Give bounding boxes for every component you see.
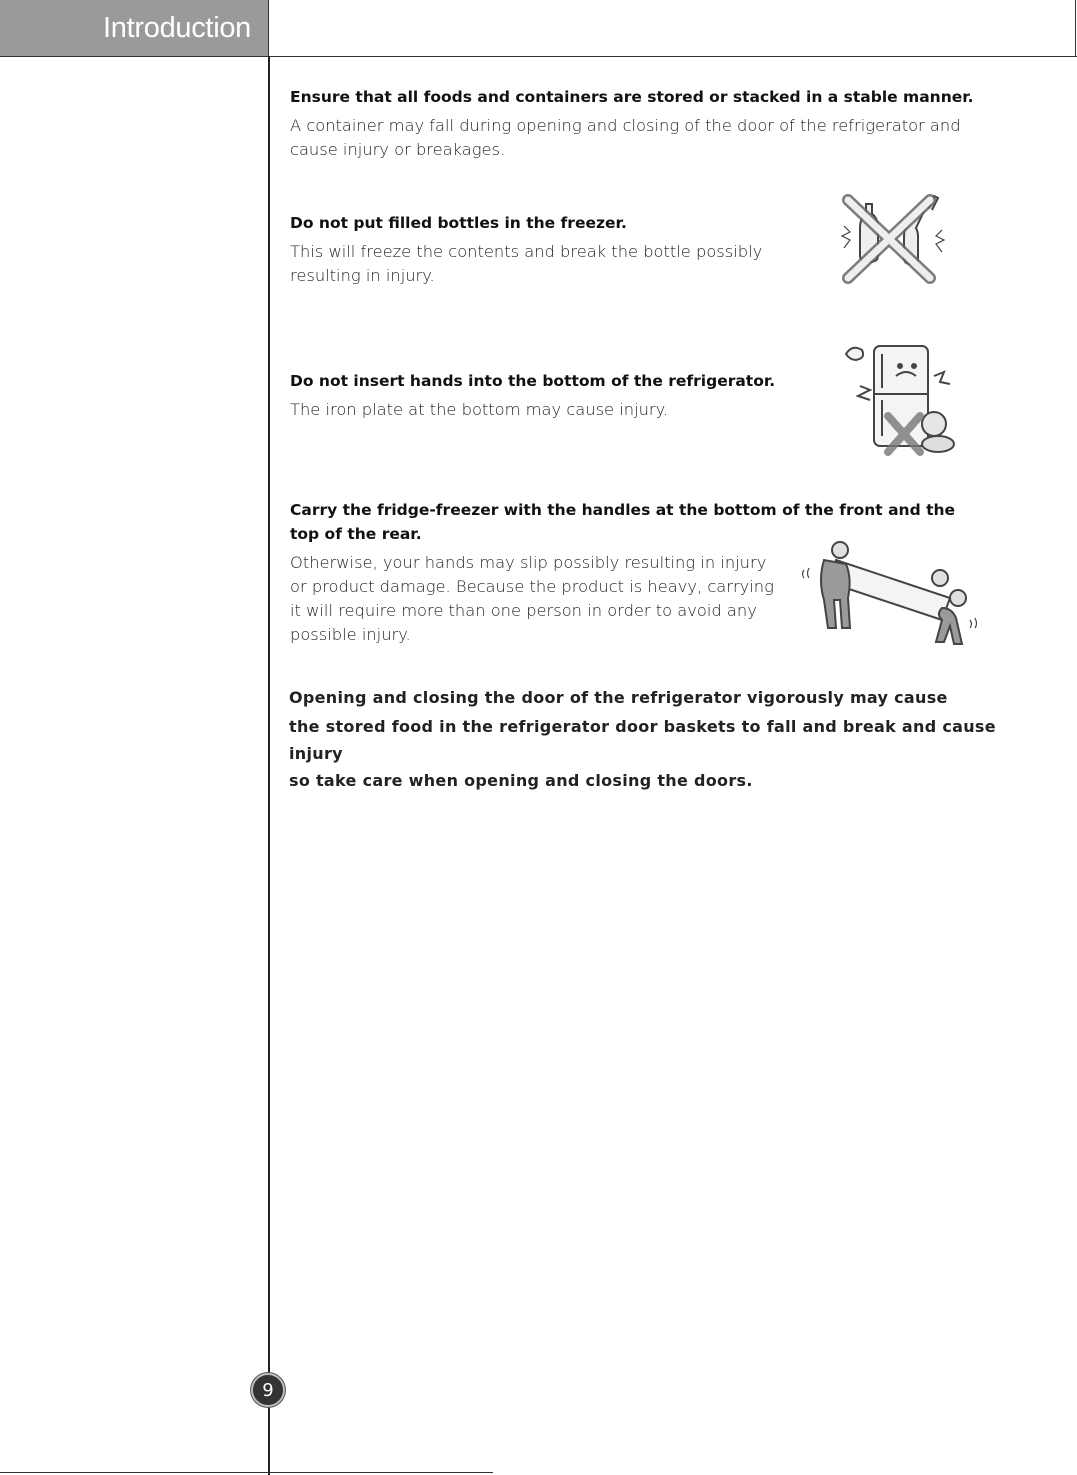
- warning-body: Otherwise, your hands may slip possibly resulting in injury or product damage. Because the product is heavy, carrying it will require more than one person in order to avoid any possible injury.: [290, 553, 774, 644]
- section-title: Introduction: [103, 12, 251, 44]
- door-warning-line: so take care when opening and closing the doors.: [289, 771, 753, 790]
- page-number: 9: [262, 1380, 274, 1401]
- header-divider: [268, 0, 269, 56]
- warning-heading: Do not insert hands into the bottom of the refrigerator.: [290, 372, 776, 390]
- warning-body: The iron plate at the bottom may cause injury.: [290, 400, 669, 419]
- warning-body: This will freeze the contents and break the bottle possibly resulting in injury.: [290, 242, 763, 285]
- warning-heading: Carry the fridge-freezer with the handles at the bottom of the front and the top of the rear.: [290, 501, 956, 543]
- warning-body: A container may fall during opening and closing of the door of the refrigerator and cause injury or breakages.: [290, 116, 961, 159]
- broken-bottles-crossed-icon: [832, 186, 954, 292]
- warning-hands-bottom: [290, 369, 810, 422]
- warning-heading: Ensure that all foods and containers are stored or stacked in a stable manner.: [290, 88, 974, 106]
- header-right-edge: [1075, 0, 1076, 57]
- page-number-badge: [251, 1373, 285, 1407]
- margin-rule: [268, 56, 270, 1475]
- door-warning-line: the stored food in the refrigerator door baskets to fall and break and cause injury: [289, 717, 996, 763]
- warning-filled-bottles: [290, 211, 780, 288]
- hands-under-fridge-crossed-icon: [838, 336, 958, 460]
- header-rule: [0, 56, 1077, 57]
- door-warning: [289, 684, 1049, 794]
- warning-heading: Do not put filled bottles in the freezer.: [290, 214, 627, 232]
- door-warning-line: Opening and closing the door of the refrigerator vigorously may cause: [289, 688, 948, 707]
- footer-rule: [0, 1472, 493, 1473]
- section-tab: [0, 0, 268, 57]
- two-people-carrying-fridge-icon: [800, 536, 980, 656]
- warning-stable-storage: [290, 85, 980, 162]
